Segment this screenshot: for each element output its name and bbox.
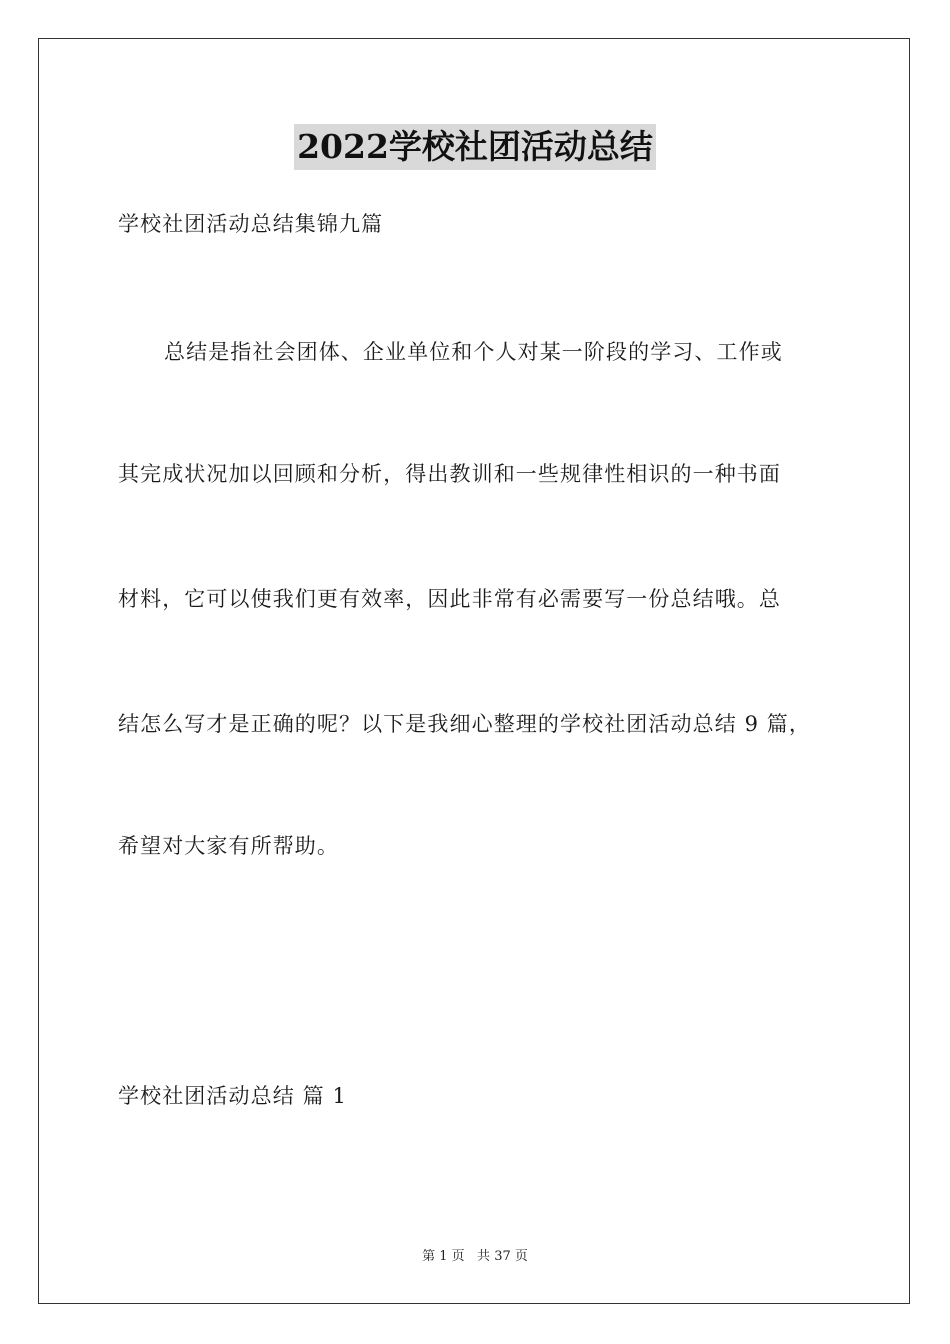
paragraph-line: 其完成状况加以回顾和分析，得出教训和一些规律性相识的一种书面 (118, 462, 781, 486)
document-subtitle: 学校社团活动总结集锦九篇 (118, 212, 384, 236)
section-heading: 学校社团活动总结 篇 1 (118, 1084, 347, 1108)
title-container (0, 124, 950, 170)
paragraph-line: 结怎么写才是正确的呢？以下是我细心整理的学校社团活动总结 9 篇， (118, 712, 812, 736)
paragraph-line: 希望对大家有所帮助。 (118, 834, 339, 858)
paragraph-line: 材料，它可以使我们更有效率，因此非常有必需要写一份总结哦。总 (118, 587, 781, 611)
document-title: 2022学校社团活动总结 (294, 124, 656, 170)
paragraph-line: 总结是指社会团体、企业单位和个人对某一阶段的学习、工作或 (164, 340, 783, 364)
page-footer: 第 1 页 共 37 页 (422, 1249, 528, 1264)
